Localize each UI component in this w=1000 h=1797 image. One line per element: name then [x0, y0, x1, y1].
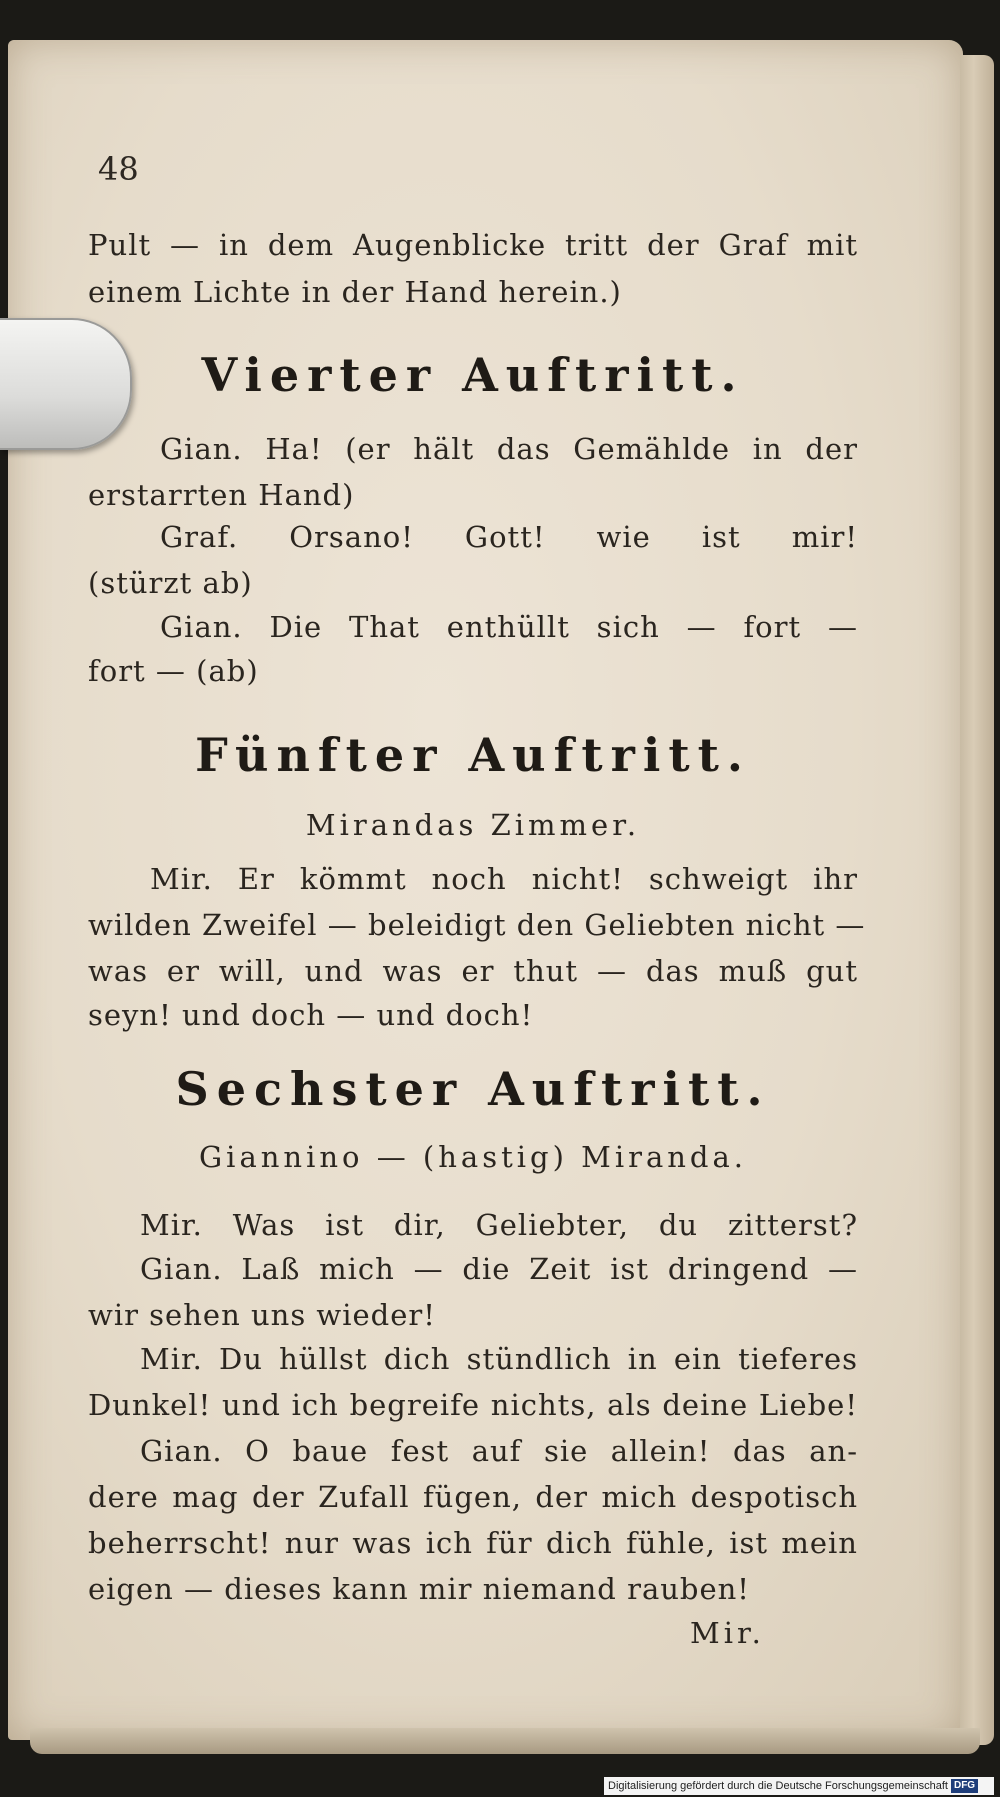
text-line: was er will, und was er thut — das muß gut — [88, 954, 858, 988]
text-line: fort — (ab) — [88, 654, 259, 688]
scene-heading: Fünfter Auftritt. — [195, 728, 751, 782]
catchword: Mir. — [690, 1616, 765, 1650]
text-line: Dunkel! und ich begreife nichts, als deine Liebe! — [88, 1388, 858, 1422]
footer-text: Digitalisierung gefördert durch die Deutsche Forschungsgemeinschaft — [608, 1780, 948, 1792]
text-line: seyn! und doch — und doch! — [88, 998, 534, 1032]
page-edge — [960, 55, 994, 1745]
text-line: Gian. Laß mich — die Zeit ist dringend — — [140, 1252, 858, 1286]
page-number: 48 — [98, 150, 139, 188]
text-line: wir sehen uns wieder! — [88, 1298, 436, 1332]
stage-direction: Mirandas Zimmer. — [305, 808, 641, 842]
text-line: Mir. Er kömmt noch nicht! schweigt ihr — [150, 862, 858, 896]
scene-heading: Sechster Auftritt. — [175, 1062, 771, 1116]
text-line: einem Lichte in der Hand herein.) — [88, 275, 622, 309]
text-line: Gian. O baue fest auf sie allein! das an- — [140, 1434, 858, 1468]
digitization-footer — [604, 1777, 994, 1795]
text-line: Pult — in dem Augenblicke tritt der Graf mit — [88, 228, 858, 262]
text-line: Mir. Du hüllst dich stündlich in ein tieferes — [140, 1342, 858, 1376]
text-line: beherrscht! nur was ich für dich fühle, ist mein — [88, 1526, 858, 1560]
scene-heading: Vierter Auftritt. — [201, 348, 745, 402]
text-line: Gian. Die That enthüllt sich — fort — — [160, 610, 858, 644]
text-line: Mir. Was ist dir, Geliebter, du zitterst? — [140, 1208, 858, 1242]
text-line: Graf. Orsano! Gott! wie ist mir! — [160, 520, 858, 554]
text-line: erstarrten Hand) — [88, 478, 355, 512]
text-line: (stürzt ab) — [88, 566, 253, 600]
text-line: dere mag der Zufall fügen, der mich despotisch — [88, 1480, 858, 1514]
text-line: eigen — dieses kann mir niemand rauben! — [88, 1572, 750, 1606]
text-line: wilden Zweifel — beleidigt den Geliebten nicht — — [88, 908, 866, 942]
book-bottom-edge — [30, 1728, 980, 1754]
dfg-logo: DFG — [951, 1779, 978, 1793]
text-line: Gian. Ha! (er hält das Gemählde in der — [160, 432, 858, 466]
stage-direction: Giannino — (hastig) Miranda. — [199, 1140, 747, 1174]
